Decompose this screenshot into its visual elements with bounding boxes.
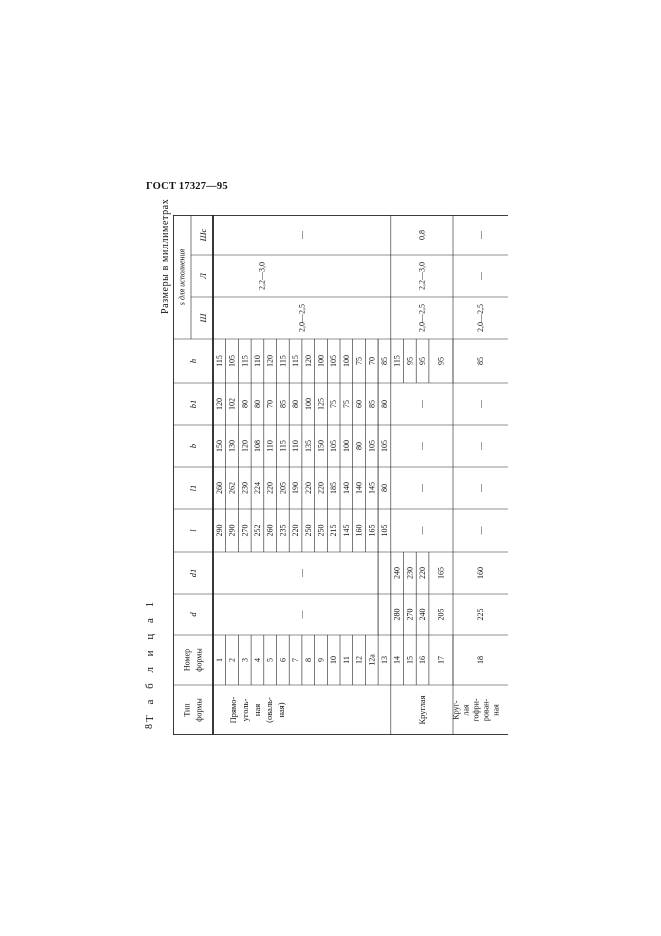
- cell-b: 105: [329, 440, 339, 452]
- form-number: 17: [436, 656, 446, 664]
- cell-d: 280: [392, 608, 402, 621]
- cell-l: 215: [329, 524, 339, 537]
- type-round-corrugated: рован-: [481, 698, 491, 722]
- cell-l: 165: [367, 524, 377, 537]
- form-number: 6: [278, 658, 288, 662]
- cell-rect-l: 2,2—3,0: [257, 262, 267, 290]
- form-number: 12: [354, 656, 364, 664]
- cell-b1: 60: [354, 400, 364, 408]
- cell-l1: 220: [303, 482, 313, 494]
- cell-h: 105: [227, 355, 237, 367]
- cell-b-dash: —: [417, 442, 427, 450]
- cell-h: 120: [303, 355, 313, 367]
- cell-h: 120: [265, 355, 275, 367]
- column-header-l: l: [188, 529, 198, 532]
- cell-h: 105: [329, 355, 339, 367]
- cell-b: 120: [240, 440, 250, 452]
- cell-b1: 80: [252, 400, 262, 408]
- form-number: 11: [341, 656, 351, 664]
- cell-b1: 125: [316, 398, 326, 410]
- form-number: 1: [214, 658, 224, 662]
- cell-b1: 85: [367, 400, 377, 408]
- cell-l1: 205: [278, 482, 288, 494]
- column-header-number: Номер: [182, 648, 192, 672]
- cell-b: 108: [252, 440, 262, 452]
- cell-h: 115: [214, 355, 224, 367]
- form-number: 2: [227, 658, 237, 662]
- form-number: 3: [240, 658, 250, 662]
- cell-row18-d1: 160: [476, 567, 485, 579]
- type-rect: ная: [252, 703, 262, 717]
- cell-b1: 75: [341, 400, 351, 408]
- dimensions-table: [173, 215, 508, 735]
- type-round-corrugated: гофри-: [471, 698, 481, 722]
- column-header-sh: Ш: [198, 313, 208, 323]
- cell-d1: 165: [436, 567, 446, 579]
- cell-h: 115: [392, 355, 402, 367]
- cell-b1: 100: [303, 398, 313, 410]
- cell-b1-dash: —: [417, 400, 427, 408]
- document-header: ГОСТ 17327—95: [146, 181, 228, 192]
- cell-b: 150: [214, 440, 224, 452]
- type-round-corrugated: ная: [491, 704, 501, 716]
- cell-row18-l1: —: [476, 484, 485, 492]
- cell-l-dash: —: [417, 526, 427, 535]
- cell-h: 70: [367, 357, 377, 365]
- column-header-s-group: s для исполнения: [177, 248, 187, 306]
- cell-b1: 80: [379, 400, 389, 408]
- form-number: 15: [405, 656, 415, 664]
- cell-d1: 240: [392, 567, 402, 579]
- cell-b: 105: [379, 440, 389, 452]
- cell-l: 250: [316, 524, 326, 537]
- cell-b1: 80: [291, 400, 301, 408]
- type-round-corrugated: лая: [461, 704, 471, 716]
- cell-l1: 262: [227, 482, 237, 494]
- cell-rect-shs: —: [297, 231, 307, 239]
- column-header-d: d: [188, 612, 198, 617]
- column-header-h: h: [188, 358, 198, 364]
- cell-round-sh: 2,0—2,5: [417, 304, 427, 332]
- cell-h: 100: [341, 355, 351, 367]
- form-number: 12а: [367, 654, 377, 666]
- cell-row18-b1: —: [476, 400, 485, 408]
- cell-h: 95: [418, 357, 428, 365]
- cell-row18-l: —: [476, 526, 485, 535]
- cell-b: 100: [341, 440, 351, 452]
- type-rect: уголь-: [240, 698, 250, 722]
- cell-d1-dash: —: [297, 569, 307, 577]
- form-number: 7: [291, 658, 301, 662]
- cell-l: 252: [252, 524, 262, 537]
- cell-h: 85: [379, 357, 389, 365]
- cell-l1-dash: —: [417, 484, 427, 492]
- cell-b1: 102: [227, 398, 237, 410]
- column-header-b1: b1: [188, 399, 198, 409]
- cell-b: 135: [303, 440, 313, 452]
- cell-h: 95: [436, 357, 446, 365]
- type-rect: ная): [276, 702, 286, 718]
- cell-b1: 75: [329, 400, 339, 408]
- cell-d: 270: [405, 608, 415, 621]
- cell-b: 110: [291, 440, 301, 452]
- cell-b1: 85: [278, 400, 288, 408]
- column-header-d1: d1: [188, 568, 198, 578]
- form-number: 10: [329, 656, 339, 664]
- cell-b1: 120: [214, 398, 224, 410]
- dimensions-table-grid: [173, 215, 508, 735]
- cell-l1: 145: [367, 482, 377, 494]
- type-round: Круглая: [416, 695, 427, 725]
- cell-l: 220: [291, 524, 301, 537]
- cell-l: 105: [379, 524, 389, 537]
- cell-l: 235: [278, 524, 288, 537]
- cell-b: 105: [367, 440, 377, 452]
- cell-b1: 70: [265, 400, 275, 408]
- cell-d: 205: [436, 608, 446, 621]
- cell-row18-l_exec: —: [476, 272, 485, 280]
- cell-h: 100: [316, 355, 326, 367]
- column-header-l1: l1: [188, 484, 198, 492]
- column-header-shs: Шс: [198, 228, 208, 242]
- form-number: 14: [392, 656, 402, 664]
- cell-b: 150: [316, 440, 326, 452]
- cell-l1: 140: [341, 482, 351, 494]
- form-number: 18: [476, 656, 485, 664]
- units-note: Размеры в миллиметрах: [160, 198, 171, 314]
- form-number: 8: [303, 658, 313, 662]
- page-number: 8: [144, 724, 155, 729]
- cell-d: 240: [418, 608, 428, 621]
- cell-l1: 260: [214, 482, 224, 494]
- cell-l: 290: [214, 524, 224, 537]
- form-number: 13: [379, 656, 389, 664]
- column-header-number: формы: [194, 648, 204, 672]
- cell-l: 270: [240, 524, 250, 537]
- cell-l1: 220: [316, 482, 326, 494]
- cell-d1: 220: [418, 567, 428, 579]
- cell-b: 130: [227, 440, 237, 452]
- cell-h: 115: [278, 355, 288, 367]
- column-header-type: Тип: [182, 703, 192, 717]
- cell-d-dash: —: [297, 610, 307, 619]
- cell-l: 250: [303, 524, 313, 537]
- cell-h: 95: [405, 357, 415, 365]
- cell-b: 110: [265, 440, 275, 452]
- cell-l: 160: [354, 524, 364, 537]
- form-number: 5: [265, 658, 275, 662]
- type-rect: Прямо-: [228, 696, 238, 724]
- cell-row18-shs: —: [476, 231, 485, 239]
- cell-b: 115: [278, 440, 288, 452]
- cell-l1: 140: [354, 482, 364, 494]
- cell-l1: 230: [240, 482, 250, 494]
- cell-l1: 80: [379, 484, 389, 492]
- column-header-l-exec: Л: [198, 273, 208, 279]
- cell-rect-sh: 2,0—2,5: [297, 304, 307, 332]
- cell-h: 115: [291, 355, 301, 367]
- cell-row18-sh: 2,0—2,5: [476, 304, 485, 332]
- form-number: 4: [252, 658, 262, 662]
- cell-h: 115: [240, 355, 250, 367]
- cell-h: 75: [354, 357, 364, 365]
- cell-round-shs: 0,8: [417, 230, 427, 240]
- form-number: 9: [316, 658, 326, 662]
- cell-row18-h: 85: [476, 357, 485, 365]
- cell-h: 110: [252, 355, 262, 367]
- cell-l1: 220: [265, 482, 275, 494]
- type-round-corrugated: Круг-: [451, 700, 461, 720]
- cell-round-l: 2,2—3,0: [417, 262, 427, 290]
- type-rect: (оваль-: [264, 697, 274, 723]
- table-caption: Т а б л и ц а 1: [144, 597, 156, 722]
- cell-b: 80: [354, 442, 364, 450]
- column-header-type: формы: [194, 698, 204, 722]
- cell-d1: 230: [405, 567, 415, 579]
- cell-row18-d: 225: [476, 608, 485, 621]
- column-header-b: b: [188, 443, 198, 449]
- cell-l1: 224: [252, 482, 262, 494]
- cell-row18-b: —: [476, 442, 485, 450]
- form-number: 16: [418, 656, 428, 664]
- cell-l: 290: [227, 524, 237, 537]
- cell-l: 145: [341, 524, 351, 537]
- cell-l1: 185: [329, 482, 339, 494]
- cell-l: 260: [265, 524, 275, 537]
- cell-b1: 80: [240, 400, 250, 408]
- cell-l1: 190: [291, 482, 301, 494]
